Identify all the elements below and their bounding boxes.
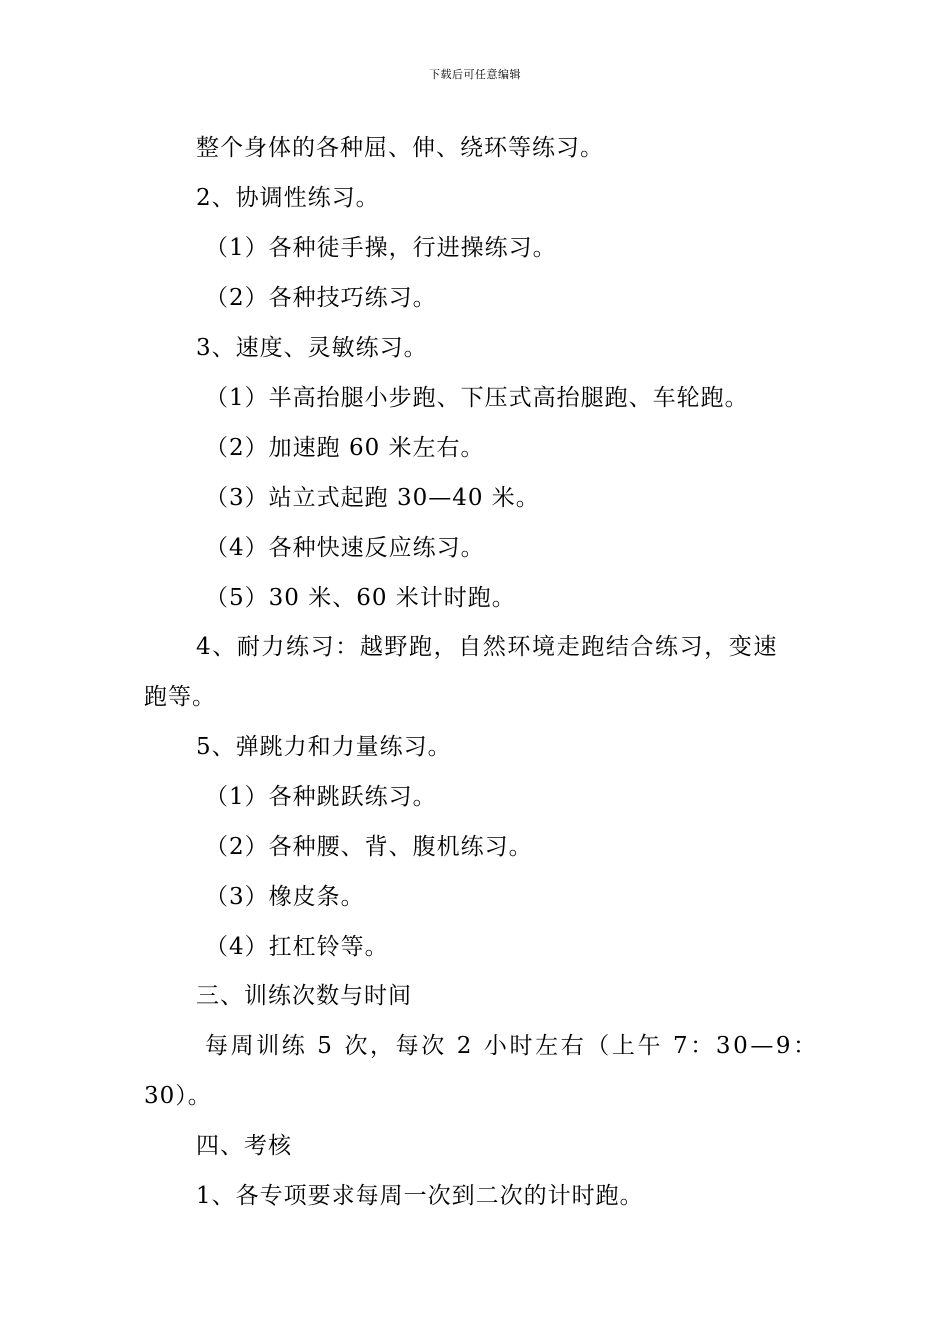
- list-item: （1）各种徒手操，行进操练习。: [205, 235, 557, 261]
- section-heading: 5、弹跳力和力量练习。: [196, 734, 452, 760]
- paragraph-line: 30）。: [144, 1083, 212, 1109]
- list-item: （2）各种腰、背、腹机练习。: [205, 834, 533, 860]
- list-item: （1）各种跳跃练习。: [205, 784, 437, 810]
- page-header: 下载后可任意编辑: [429, 68, 521, 81]
- list-item: （4）扛杠铃等。: [205, 934, 389, 960]
- section-heading: 3、速度、灵敏练习。: [196, 335, 428, 361]
- section-heading: 2、协调性练习。: [196, 185, 380, 211]
- list-item: （1）半高抬腿小步跑、下压式高抬腿跑、车轮跑。: [205, 385, 749, 411]
- list-item: （5）30 米、60 米计时跑。: [205, 585, 516, 611]
- section-heading: 1、各专项要求每周一次到二次的计时跑。: [196, 1183, 644, 1209]
- paragraph-line: 跑等。: [144, 684, 216, 710]
- paragraph-line: 每周训练 5 次，每次 2 小时左右（上午 7：30—9：: [205, 1033, 819, 1059]
- list-item: （2）各种技巧练习。: [205, 285, 437, 311]
- paragraph-line: 整个身体的各种屈、伸、绕环等练习。: [196, 135, 604, 161]
- chapter-heading: 四、考核: [196, 1133, 292, 1159]
- list-item: （3）站立式起跑 30—40 米。: [205, 485, 540, 511]
- chapter-heading: 三、训练次数与时间: [196, 983, 412, 1009]
- section-heading: 4、耐力练习：越野跑，自然环境走跑结合练习，变速: [196, 634, 779, 660]
- list-item: （4）各种快速反应练习。: [205, 535, 485, 561]
- list-item: （3）橡皮条。: [205, 884, 365, 910]
- list-item: （2）加速跑 60 米左右。: [205, 435, 485, 461]
